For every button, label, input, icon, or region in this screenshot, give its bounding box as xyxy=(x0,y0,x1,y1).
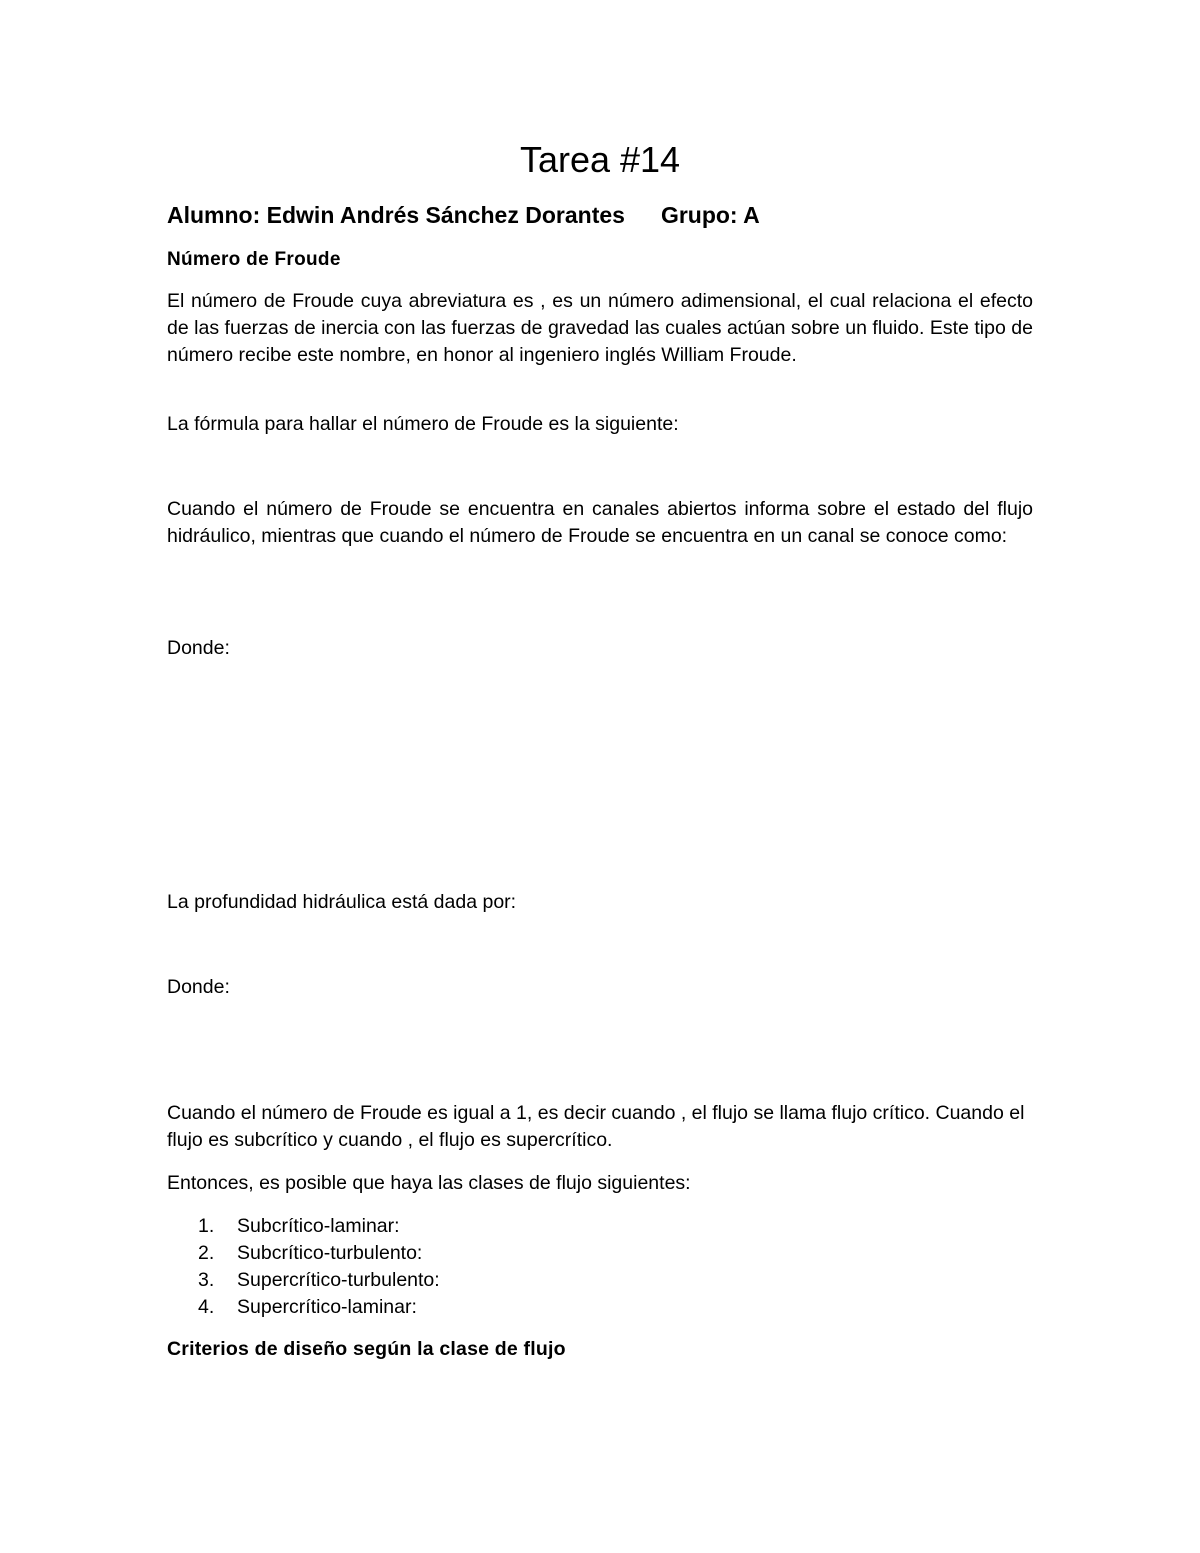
student-name: Alumno: Edwin Andrés Sánchez Dorantes xyxy=(167,202,625,228)
list-item xyxy=(198,1213,440,1240)
list-label: Supercrítico-turbulento: xyxy=(237,1269,440,1291)
student-group: Grupo: A xyxy=(660,202,760,228)
donde-label: Donde: xyxy=(167,976,230,998)
list-label: Subcrítico-turbulento: xyxy=(237,1242,423,1264)
list-number: 4. xyxy=(198,1296,215,1318)
critical-flow-paragraph: Cuando el número de Froude es igual a 1, es decir cuando , el flujo se llama flujo crítico. Cuando el flujo es subcrítico y cuando , el flujo es supercrítico. xyxy=(167,1102,1025,1151)
list-number: 2. xyxy=(198,1242,215,1264)
criteria-heading: Criterios de diseño según la clase de flujo xyxy=(167,1338,566,1360)
donde-label: Donde: xyxy=(167,637,230,659)
student-info xyxy=(167,200,760,230)
flow-classes-paragraph: Entonces, es posible que haya las clases de flujo siguientes: xyxy=(167,1172,691,1194)
formula-intro-paragraph: La fórmula para hallar el número de Froude es la siguiente: xyxy=(167,413,679,435)
list-item xyxy=(198,1240,440,1267)
list-item xyxy=(198,1294,440,1321)
intro-paragraph: El número de Froude cuya abreviatura es , es un número adimensional, el cual relaciona el efecto de las fuerzas de inercia con las fuerzas de gravedad las cuales actúan sobre un fluido. Este tipo de número recibe este nombre, en honor al ingeniero inglés William Froude. xyxy=(167,290,1033,366)
list-item xyxy=(198,1267,440,1294)
open-channels-paragraph: Cuando el número de Froude se encuentra en canales abiertos informa sobre el estado del flujo hidráulico, mientras que cuando el número de Froude se encuentra en un canal se conoce como: xyxy=(167,498,1033,547)
list-label: Subcrítico-laminar: xyxy=(237,1215,400,1237)
hydraulic-depth-paragraph: La profundidad hidráulica está dada por: xyxy=(167,891,517,913)
list-label: Supercrítico-laminar: xyxy=(237,1296,417,1318)
page-title: Tarea #14 xyxy=(519,139,681,180)
list-number: 1. xyxy=(198,1215,215,1237)
section-heading: Número de Froude xyxy=(167,249,341,270)
flow-class-list xyxy=(198,1213,440,1321)
list-number: 3. xyxy=(198,1269,215,1291)
